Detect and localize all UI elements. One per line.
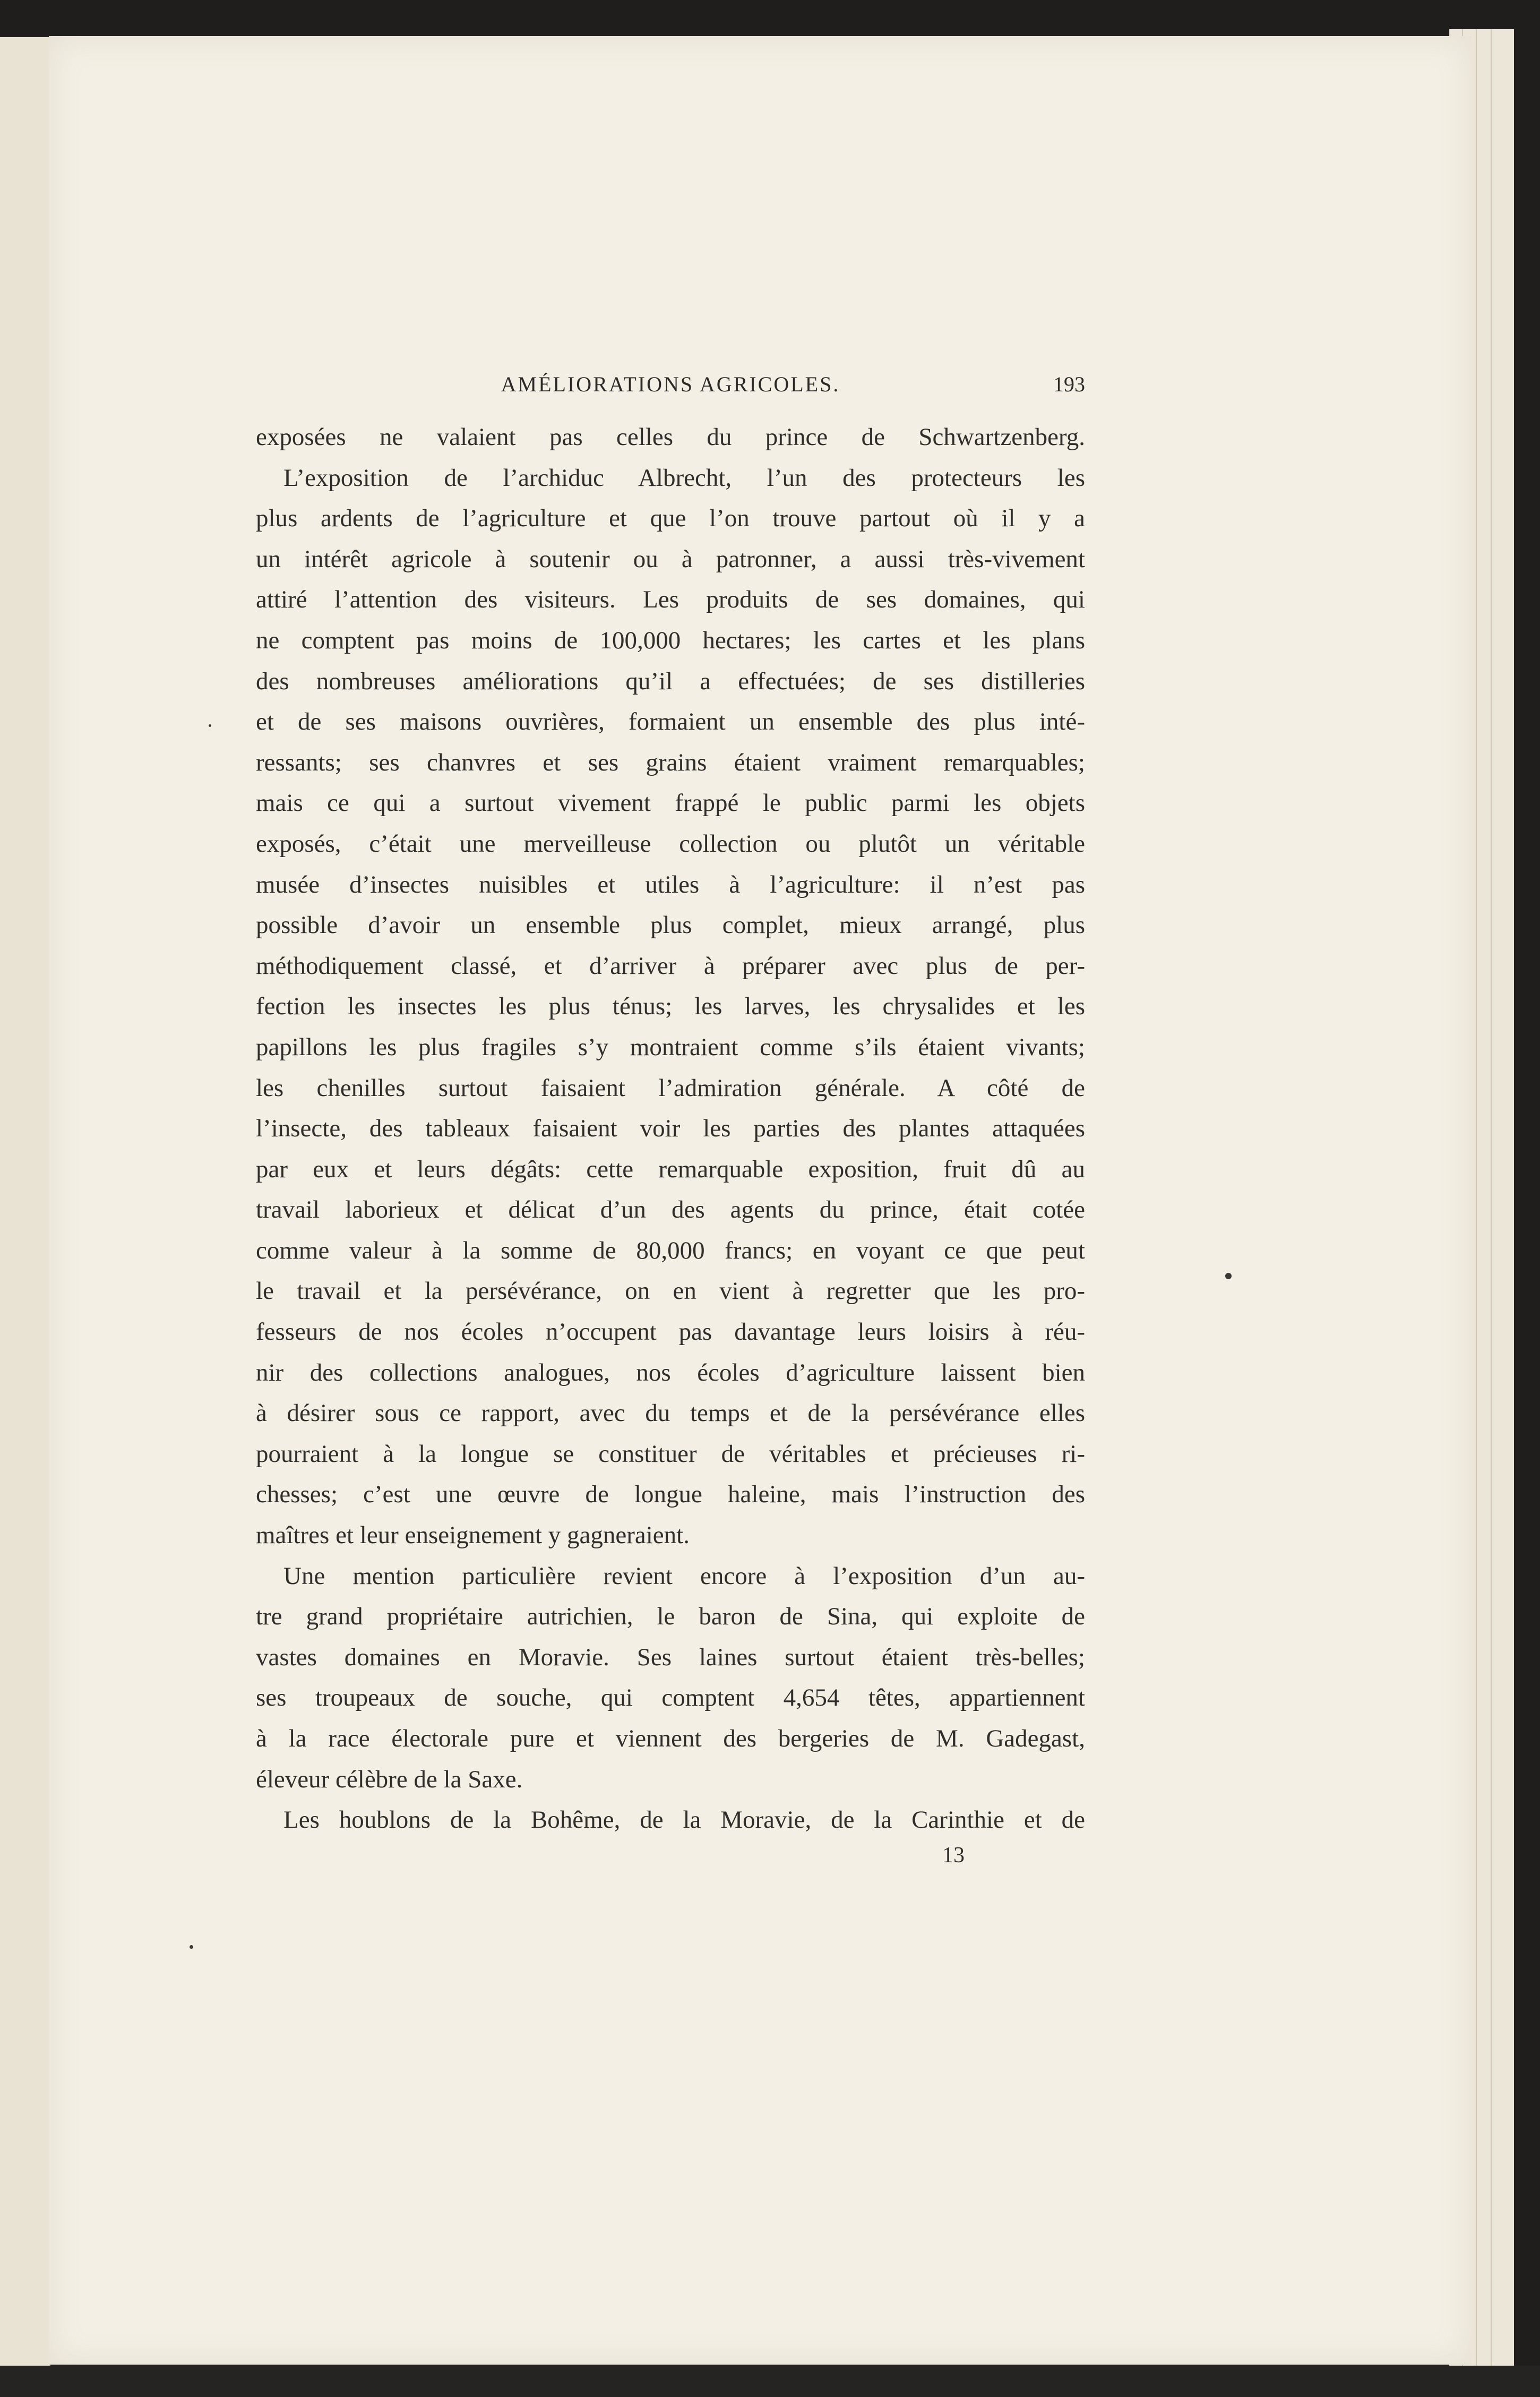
page-number: 193: [1053, 372, 1085, 396]
left-page-edge: [0, 37, 50, 2384]
text-line: à la race électorale pure et viennent des bergeries de M. Gadegast,: [256, 1725, 1085, 1752]
text-line: pourraient à la longue se constituer de véritables et précieuses ri-: [256, 1440, 1085, 1468]
ink-speck: [190, 1945, 193, 1949]
text-line: attiré l’attention des visiteurs. Les produits de ses domaines, qui: [256, 586, 1085, 614]
text-line: fesseurs de nos écoles n’occupent pas davantage leurs loisirs à réu-: [256, 1318, 1085, 1346]
signature-mark: 13: [942, 1843, 965, 1868]
running-head: [256, 372, 1085, 409]
text-line: éleveur célèbre de la Saxe.: [256, 1765, 523, 1793]
text-line: méthodiquement classé, et d’arriver à préparer avec plus de per-: [256, 952, 1085, 980]
ink-speck: [209, 724, 211, 727]
text-line: à désirer sous ce rapport, avec du temps et de la persévérance elles: [256, 1399, 1085, 1427]
text-line: ses troupeaux de souche, qui comptent 4,654 têtes, appartiennent: [256, 1684, 1085, 1712]
scan-bottom-edge: [0, 2366, 1540, 2397]
text-line: ressants; ses chanvres et ses grains étaient vraiment remarquables;: [256, 748, 1085, 776]
text-line: un intérêt agricole à soutenir ou à patronner, a aussi très-vivement: [256, 545, 1085, 573]
text-line: exposés, c’était une merveilleuse collection ou plutôt un véritable: [256, 829, 1085, 858]
stack-line: [1491, 29, 1492, 2366]
body-text: [256, 417, 1085, 1840]
text-line: L’exposition de l’archiduc Albrecht, l’un des protecteurs les: [283, 464, 1085, 492]
text-line: mais ce qui a surtout vivement frappé le public parmi les objets: [256, 789, 1085, 817]
text-line: papillons les plus fragiles s’y montraient comme s’ils étaient vivants;: [256, 1033, 1085, 1061]
text-line: des nombreuses améliorations qu’il a effectuées; de ses distilleries: [256, 667, 1085, 695]
text-line: chesses; c’est une œuvre de longue haleine, mais l’instruction des: [256, 1480, 1085, 1509]
text-line: exposées ne valaient pas celles du prince de Schwartzenberg.: [256, 423, 1085, 451]
text-line: musée d’insectes nuisibles et utiles à l’agriculture: il n’est pas: [256, 870, 1085, 898]
text-line: le travail et la persévérance, on en vient à regretter que les pro-: [256, 1277, 1085, 1305]
text-line: vastes domaines en Moravie. Ses laines surtout étaient très-belles;: [256, 1643, 1085, 1671]
text-line: comme valeur à la somme de 80,000 francs; en voyant ce que peut: [256, 1236, 1085, 1264]
text-line: tre grand propriétaire autrichien, le baron de Sina, qui exploite de: [256, 1603, 1085, 1631]
text-line: par eux et leurs dégâts: cette remarquable exposition, fruit dû au: [256, 1155, 1085, 1183]
text-line: l’insecte, des tableaux faisaient voir les parties des plantes attaquées: [256, 1115, 1085, 1143]
text-line: Les houblons de la Bohême, de la Moravie, de la Carinthie et de: [283, 1806, 1085, 1834]
ink-speck: [1225, 1273, 1232, 1279]
stack-line: [1476, 29, 1477, 2366]
text-line: fection les insectes les plus ténus; les larves, les chrysalides et les: [256, 992, 1085, 1021]
text-line: maîtres et leur enseignement y gagneraient.: [256, 1521, 690, 1550]
text-line: Une mention particulière revient encore à l’exposition d’un au-: [283, 1562, 1085, 1590]
text-line: plus ardents de l’agriculture et que l’on trouve partout où il y a: [256, 504, 1085, 533]
text-line: possible d’avoir un ensemble plus complet, mieux arrangé, plus: [256, 911, 1085, 939]
running-title: AMÉLIORATIONS AGRICOLES.: [501, 372, 840, 396]
text-line: et de ses maisons ouvrières, formaient un ensemble des plus inté-: [256, 708, 1085, 736]
text-line: les chenilles surtout faisaient l’admiration générale. A côté de: [256, 1074, 1085, 1102]
text-line: ne comptent pas moins de 100,000 hectares; les cartes et les plans: [256, 626, 1085, 654]
text-line: travail laborieux et délicat d’un des agents du prince, était cotée: [256, 1196, 1085, 1224]
text-line: nir des collections analogues, nos écoles d’agriculture laissent bien: [256, 1358, 1085, 1386]
